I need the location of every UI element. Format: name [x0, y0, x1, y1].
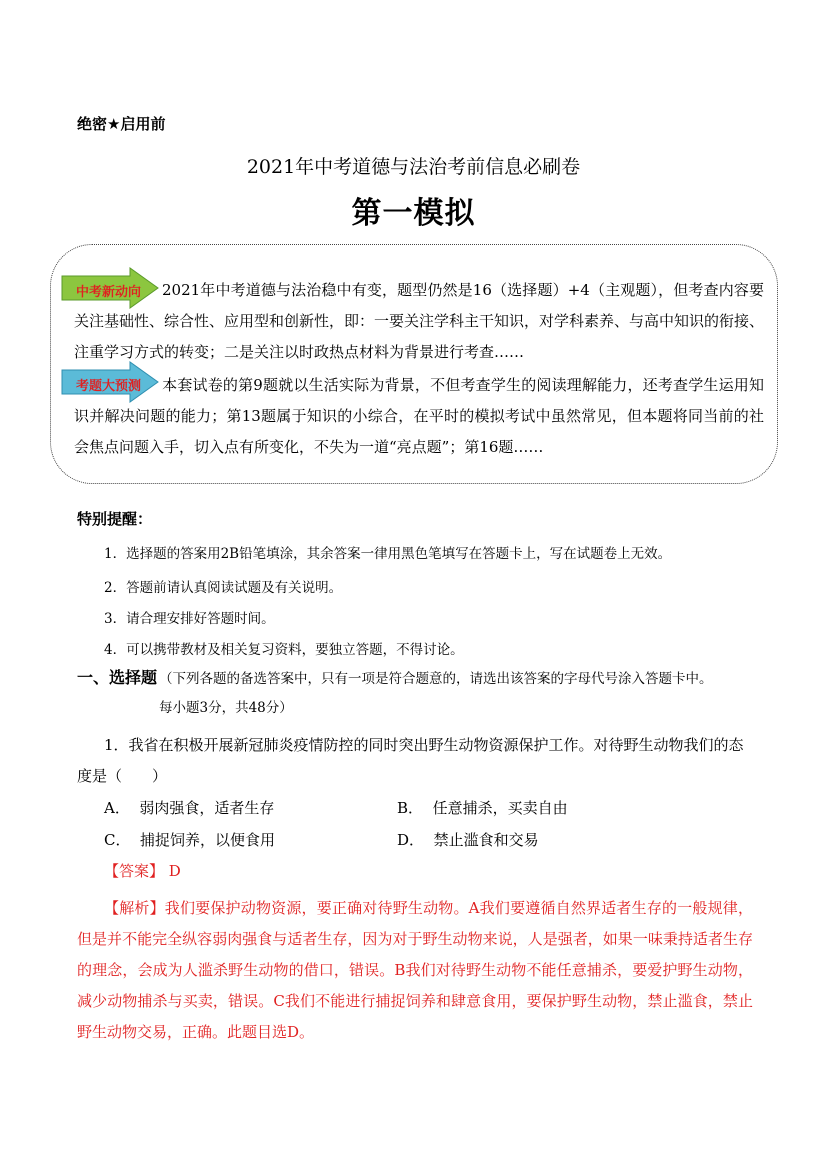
notice-rule: 2．答题前请认真阅读试题及有关说明。 [104, 580, 343, 596]
info-paragraph-1: 2021年中考道德与法治稳中有变，题型仍然是16（选择题）+4（主观题），但考查内容要关注基础性、综合性、应用型和创新性，即：一要关注学科主干知识，对学科素养、与高中知识的衔接、注重学习方式的转变；二是关注以时政热点材料为背景进行考查…… [74, 281, 765, 361]
confidential-label: 绝密★启用前 [77, 115, 166, 133]
section-note-cont: 每小题3分，共48分） [159, 700, 293, 716]
analysis: 【解析】我们要保护动物资源，要正确对待野生动物。A我们要遵循自然界适者生存的一般规律，但是并不能完全纵容弱肉强食与适者生存，因为对于野生动物来说，人是强者，如果一味秉持适者生存的理念，会成为人滥杀野生动物的借口，错误。B我们对待野生动物不能任意捕杀，要爱护野生动物，减少动物捕杀与买卖，错误。C我们不能进行捕捉饲养和肆意食用，要保护野生动物，禁止滥食，禁止野生动物交易，正确。此题目选D。 [77, 899, 753, 1041]
tag-exam-trend: 中考新动向 [76, 285, 142, 300]
section-heading: 一、选择题 [77, 668, 158, 687]
notice-rule: 3．请合理安排好答题时间。 [104, 611, 275, 627]
answer: 【答案】 D [104, 862, 181, 880]
paper-subtitle: 第一模拟 [351, 196, 476, 231]
info-paragraph-2: 本套试卷的第9题就以生活实际为背景，不但考查学生的阅读理解能力，还考查学生运用知识并解决问题的能力；第13题属于知识的小综合，在平时的模拟考试中虽然常见，但本题将同当前的社会焦点问题入手，切入点有所变化，不失为一道“亮点题”；第16题…… [74, 376, 764, 456]
option-c: C． 捕捉饲养，以便食用 [104, 831, 276, 849]
option-d: D． 禁止滥食和交易 [397, 831, 539, 849]
notice-rule: 4．可以携带教材及相关复习资料，要独立答题，不得讨论。 [104, 642, 464, 658]
section-note: （下列各题的备选答案中，只有一项是符合题意的，请选出该答案的字母代号涂入答题卡中。 [159, 671, 713, 687]
question-stem: 1．我省在积极开展新冠肺炎疫情防控的同时突出野生动物资源保护工作。对待野生动物我们的态度是（ ） [77, 736, 744, 785]
option-a: A． 弱肉强食，适者生存 [104, 799, 275, 817]
notice-rule: 1．选择题的答案用2B铅笔填涂，其余答案一律用黑色笔填写在答题卡上，写在试题卷上无效。 [104, 546, 672, 562]
option-b: B． 任意捕杀，买卖自由 [397, 799, 568, 817]
tag-exam-prediction: 考题大预测 [76, 379, 142, 394]
notice-title: 特别提醒： [77, 510, 153, 528]
paper-title: 2021年中考道德与法治考前信息必刷卷 [246, 156, 581, 178]
